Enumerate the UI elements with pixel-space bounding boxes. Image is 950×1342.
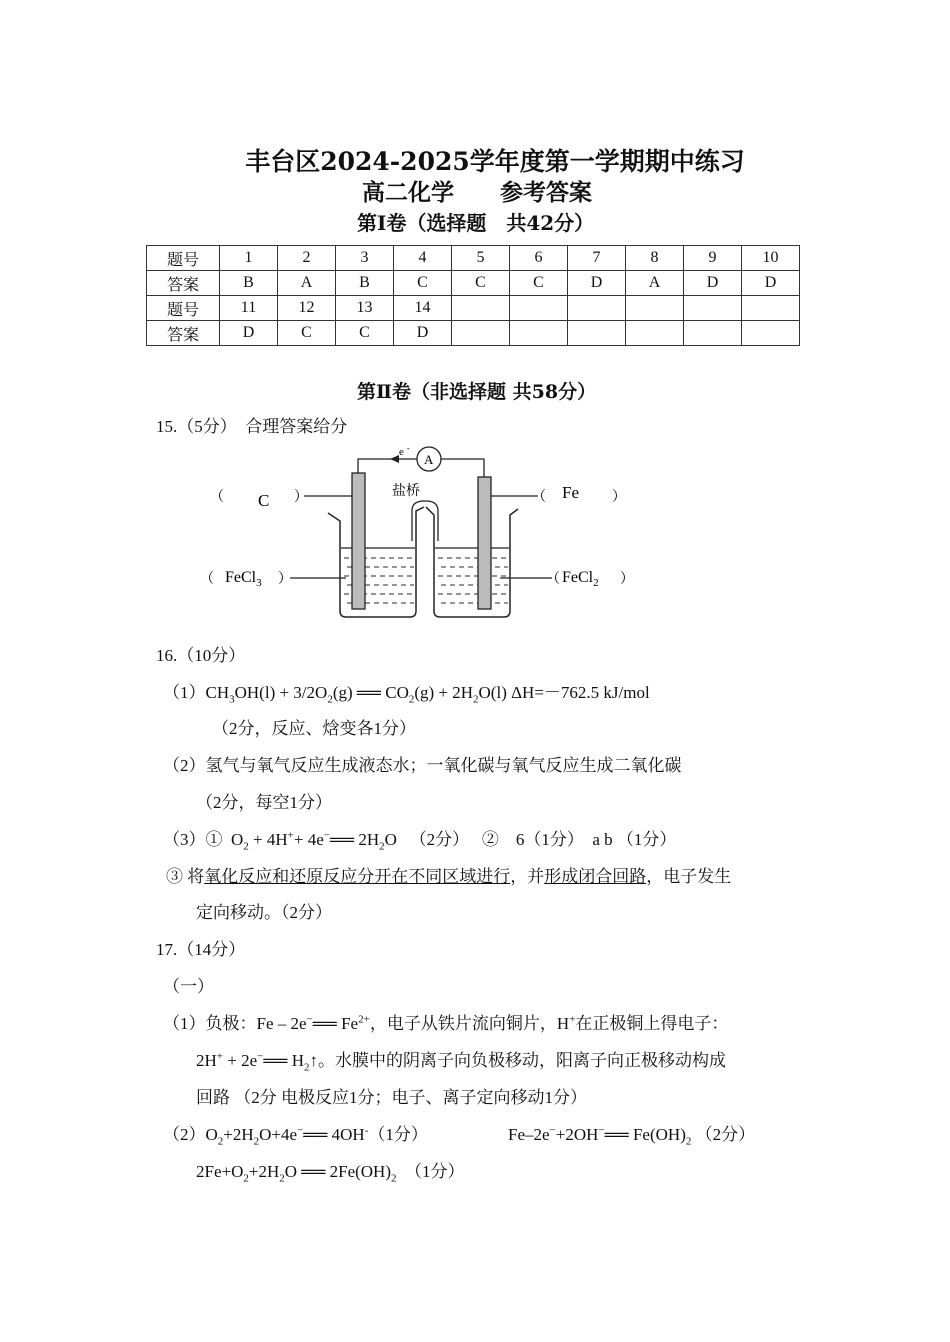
answer-cell: D (394, 321, 452, 346)
external-wire-right (441, 459, 484, 477)
text-segment: ，电子发生 (646, 867, 732, 886)
question-number: 6 (510, 246, 568, 271)
question-number: 4 (394, 246, 452, 271)
answer-cell: C (278, 321, 336, 346)
q16-heading: 16.（10分） (156, 646, 246, 665)
empty-cell (452, 321, 510, 346)
q16-part2-note: （2分，每空1分） (196, 793, 332, 812)
empty-cell (684, 296, 742, 321)
score-note: （1分） (368, 1125, 428, 1144)
empty-cell (568, 296, 626, 321)
answer-cell: A (626, 271, 684, 296)
question-number: 9 (684, 246, 742, 271)
row-label: 题号 (147, 246, 220, 271)
q17-part2-line1: $(2)O_2+2H_2O+4e^-══$ 4OH-（1分） (163, 1124, 428, 1148)
right-electrode-label: Fe (562, 483, 579, 502)
score-note: （2分） (695, 1125, 756, 1144)
section1-title: 第Ⅰ卷（选择题 共42分） (357, 211, 595, 235)
q17-part1-line2: 2H+ + 2e−══ $H_2↑$。水膜中的阴离子向负极移动，阳离子向正极移动构成 (196, 1050, 726, 1074)
answer-cell: D (742, 271, 800, 296)
paren-open: （ (546, 572, 560, 587)
table-row (147, 321, 800, 346)
q16-part2: （2）氢气与氧气反应生成液态水；一氧化碳与氧气反应生成二氧化碳 (163, 756, 682, 775)
question-number: 12 (278, 296, 336, 321)
q16-part3: （3）① $O_2 + 4H^++$ 4e−══ $2H_2O$ （2分） ② 6（1分） a b （1分） (163, 829, 677, 853)
row-label: 题号 (147, 296, 220, 321)
q16-part1-note: （2分，反应、焓变各1分） (212, 719, 416, 738)
q16-part3c-line2: 定向移动。（2分） (196, 903, 332, 922)
answer-cell: C (394, 271, 452, 296)
part3-notes: （2分） ② 6（1分） a b （1分） (409, 830, 677, 849)
q15-heading: 15.（5分） 合理答案给分 (156, 417, 348, 436)
left-electrode-label: C (258, 491, 270, 510)
external-wire (358, 459, 417, 507)
q17-part2-equation2: Fe–2e−+2OH−══ $Fe(OH)_2$ （2分） (508, 1124, 756, 1148)
paren-open: （ (210, 490, 224, 505)
electron-charge: - (407, 445, 410, 453)
q17-part1-line1: （1）负极：Fe – 2e−══ $Fe^{2+}$，电子从铁片流向铜片，H+在正极铜上得电子： (163, 1013, 729, 1033)
salt-bridge-label: 盐桥 (392, 484, 420, 499)
empty-cell (626, 296, 684, 321)
answer-cell: D (684, 271, 742, 296)
answer-cell: D (220, 321, 278, 346)
answer-table (146, 245, 800, 346)
question-number: 14 (394, 296, 452, 321)
galvanic-cell-diagram (200, 445, 660, 625)
paren-close: ） (620, 572, 634, 587)
ammeter-label: A (424, 452, 434, 467)
text-segment: ③ 将 (166, 867, 205, 886)
question-number: 7 (568, 246, 626, 271)
answer-cell: D (568, 271, 626, 296)
paren-close: ） (278, 572, 292, 587)
empty-cell (510, 321, 568, 346)
answer-cell: A (278, 271, 336, 296)
right-electrode (478, 477, 491, 609)
q17-part-label: （一） (163, 977, 214, 996)
question-number: 2 (278, 246, 336, 271)
paren-open: （ (200, 572, 214, 587)
paren-open: （ (532, 490, 546, 505)
table-row (147, 271, 800, 296)
question-number: 5 (452, 246, 510, 271)
answer-cell: C (336, 321, 394, 346)
question-number: 3 (336, 246, 394, 271)
q16-part1-equation: $(1)CH_3OH(l) + 3/2O_2(g)$ ══ $CO_2(g) + 2H_2O(l)$ ΔH=－762.5 kJ/mol (163, 683, 650, 706)
text-segment: 在正极铜上得电子： (575, 1014, 729, 1033)
question-number: 10 (742, 246, 800, 271)
q17-part1-line3: 回路 （2分 电极反应1分；电子、离子定向移动1分） (196, 1088, 587, 1107)
empty-cell (626, 321, 684, 346)
empty-cell (742, 296, 800, 321)
empty-cell (568, 321, 626, 346)
underlined-phrase: 氧化反应和还原反应分开在不同区域进行 (204, 867, 511, 886)
q16-part3c (166, 862, 731, 887)
row-label: 答案 (147, 271, 220, 296)
text-segment: ，并 (510, 867, 545, 886)
answer-cell: C (452, 271, 510, 296)
row-label: 答案 (147, 321, 220, 346)
answer-cell: C (510, 271, 568, 296)
answer-cell: B (220, 271, 278, 296)
empty-cell (742, 321, 800, 346)
paren-close: ） (294, 490, 308, 505)
q17-part2-line2: $2Fe+O_2+2H_2O$ ══ $2Fe(OH)_2$ （1分） (196, 1162, 465, 1185)
part-label: （1） (163, 683, 206, 702)
score-note: （1分） (405, 1162, 465, 1181)
empty-cell (684, 321, 742, 346)
table-row (147, 296, 800, 321)
question-number: 13 (336, 296, 394, 321)
subject-title: 高二化学 (362, 179, 454, 206)
section2-title: 第Ⅱ卷（非选择题 共58分） (357, 381, 597, 403)
electron-arrow-icon (390, 455, 399, 463)
paren-close: ） (612, 490, 626, 505)
text-segment: 。水膜中的阴离子向负极移动，阳离子向正极移动构成 (317, 1051, 726, 1070)
table-row (147, 246, 800, 271)
left-solution-label: FeCl$_3$ (225, 569, 262, 589)
text-segment: （1）负极： (163, 1014, 257, 1033)
part-label: （2） (163, 1125, 206, 1144)
q17-heading: 17.（14分） (156, 940, 246, 959)
answer-cell: B (336, 271, 394, 296)
electron-label: e (399, 446, 404, 458)
question-number: 8 (626, 246, 684, 271)
underlined-phrase: 形成闭合回路 (544, 867, 647, 886)
text-segment: ，电子从铁片流向铜片，H (369, 1014, 570, 1033)
question-number: 11 (220, 296, 278, 321)
subtitle: 参考答案 (500, 179, 592, 206)
part-label: （3）① (163, 830, 223, 849)
question-number: 1 (220, 246, 278, 271)
empty-cell (510, 296, 568, 321)
left-beaker (328, 507, 424, 617)
left-electrode (352, 473, 365, 609)
right-beaker (426, 507, 518, 617)
right-solution-label: FeCl$_2$ (562, 569, 599, 589)
empty-cell (452, 296, 510, 321)
page-title: 丰台区2024-2025学年度第一学期期中练习 (245, 147, 745, 176)
